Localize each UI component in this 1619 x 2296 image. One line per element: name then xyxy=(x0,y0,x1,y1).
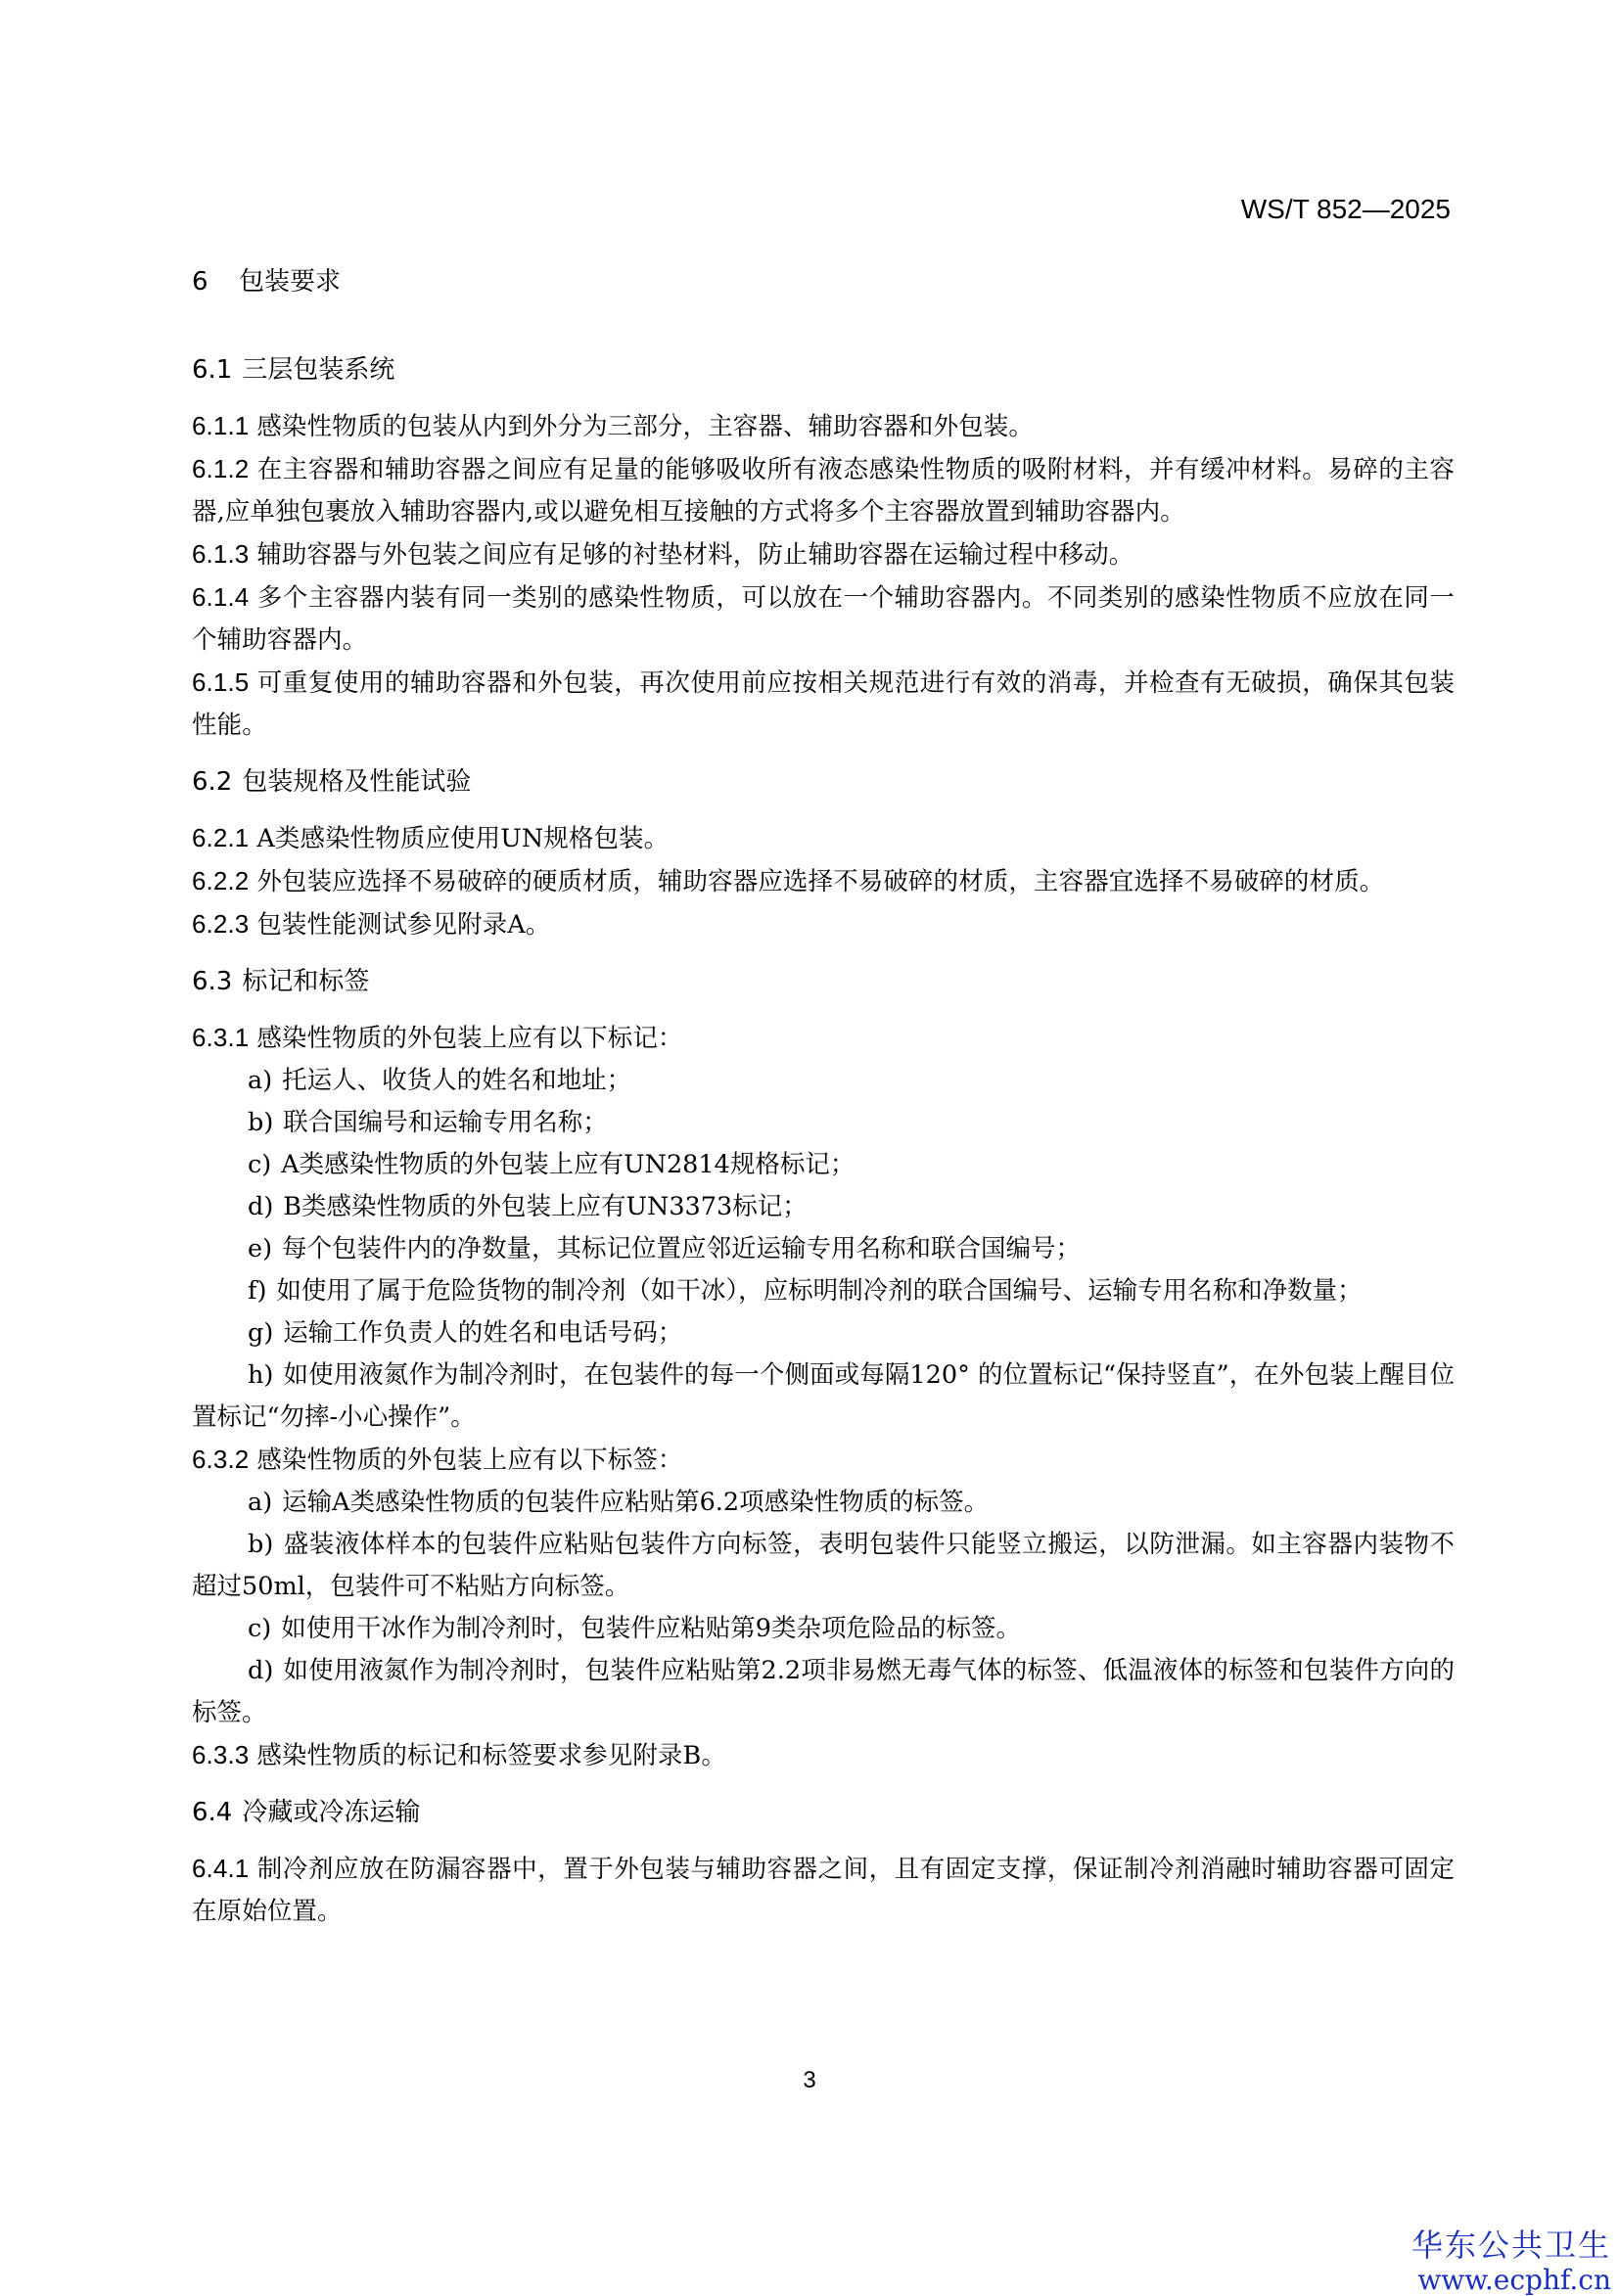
clause-6-1-4 xyxy=(192,576,1455,662)
list-marker: g) xyxy=(248,1318,274,1348)
list-item-text: 如使用液氮作为制冷剂时，包装件应粘贴第2.2项非易燃无毒气体的标签、低温液体的标签和包装件方向的标签。 xyxy=(192,1656,1455,1727)
section-title: 标记和标签 xyxy=(242,967,370,996)
clause-number: 6.2.3 xyxy=(192,909,250,939)
list-marker: a) xyxy=(248,1488,273,1517)
clause-text: 在主容器和辅助容器之间应有足量的能够吸收所有液态感染性物质的吸附材料，并有缓冲材料。易碎的主容器,应单独包裹放入辅助容器内,或以避免相互接触的方式将多个主容器放置到辅助容器内。 xyxy=(192,455,1455,527)
clause-number: 6.1.2 xyxy=(192,454,250,483)
clause-6-3-2 xyxy=(192,1439,1455,1482)
clause-number: 6.1.1 xyxy=(192,411,250,440)
clause-text: 感染性物质的标记和标签要求参见附录B。 xyxy=(256,1741,726,1770)
clause-number: 6.1.5 xyxy=(192,667,250,697)
chapter-title: 包装要求 xyxy=(239,267,342,297)
list-item-text: A类感染性物质的外包装上应有UN2814规格标记； xyxy=(281,1150,856,1179)
clause-text: 制冷剂应放在防漏容器中，置于外包装与辅助容器之间，且有固定支撑，保证制冷剂消融时辅助容器可固定在原始位置。 xyxy=(192,1855,1455,1926)
clause-text: 感染性物质的外包装上应有以下标记： xyxy=(256,1024,683,1053)
section-number: 6.3 xyxy=(192,967,233,996)
list-marker: b) xyxy=(248,1108,274,1137)
clause-number: 6.3.2 xyxy=(192,1445,250,1474)
section-body-6-1 xyxy=(192,405,1455,747)
clause-6-3-3 xyxy=(192,1734,1455,1777)
section-body-6-2 xyxy=(192,817,1455,946)
list-item-text: B类感染性物质的外包装上应有UN3373标记； xyxy=(283,1192,808,1221)
section-heading-6-2 xyxy=(192,762,1455,802)
list-item-text: 盛装液体样本的包装件应粘贴包装件方向标签，表明包装件只能竖立搬运，以防泄漏。如主容器内装物不超过50ml，包装件可不粘贴方向标签。 xyxy=(192,1530,1455,1601)
list-item-text: 托运人、收货人的姓名和地址； xyxy=(282,1066,632,1095)
list-item xyxy=(192,1312,1455,1355)
list-item-text: 如使用液氮作为制冷剂时，在包装件的每一个侧面或每隔120° 的位置标记“保持竖直”，在外包装上醒目位置标记“勿摔-小心操作”。 xyxy=(192,1360,1455,1432)
section-number: 6.2 xyxy=(192,767,233,797)
list-item-text: 如使用干冰作为制冷剂时，包装件应粘贴第9类杂项危险品的标签。 xyxy=(281,1614,1021,1643)
clause-number: 6.2.1 xyxy=(192,823,250,852)
chapter-number: 6 xyxy=(192,267,208,297)
clause-6-1-2 xyxy=(192,448,1455,533)
clause-6-4-1 xyxy=(192,1848,1455,1933)
document-number: WS/T 852—2025 xyxy=(1240,194,1451,224)
page-number: 3 xyxy=(803,2067,816,2093)
list-item-text: 运输A类感染性物质的包装件应粘贴第6.2项感染性物质的标签。 xyxy=(282,1488,990,1517)
clause-text: 感染性物质的包装从内到外分为三部分，主容器、辅助容器和外包装。 xyxy=(256,412,1034,441)
clause-6-1-3 xyxy=(192,533,1455,576)
clause-number: 6.1.3 xyxy=(192,539,250,569)
chapter-heading xyxy=(192,262,1455,301)
list-item xyxy=(192,1650,1455,1734)
list-marker: e) xyxy=(248,1234,273,1263)
list-item-text: 每个包装件内的净数量，其标记位置应邻近运输专用名称和联合国编号； xyxy=(282,1234,1082,1263)
clause-number: 6.3.1 xyxy=(192,1023,250,1052)
list-item xyxy=(192,1144,1455,1186)
section-title: 三层包装系统 xyxy=(242,355,395,385)
clause-6-3-1 xyxy=(192,1017,1455,1060)
clause-6-2-1 xyxy=(192,817,1455,860)
list-item-text: 运输工作负责人的姓名和电话号码； xyxy=(283,1318,683,1348)
list-item xyxy=(192,1608,1455,1650)
clause-text: 可重复使用的辅助容器和外包装，再次使用前应按相关规范进行有效的消毒，并检查有无破损，确保其包装性能。 xyxy=(192,668,1455,740)
section-body-6-3 xyxy=(192,1017,1455,1777)
section-heading-6-1 xyxy=(192,350,1455,390)
document-body xyxy=(192,262,1455,1949)
list-marker: d) xyxy=(248,1656,274,1685)
section-title: 包装规格及性能试验 xyxy=(242,767,472,797)
list-item xyxy=(192,1060,1455,1102)
section-title: 冷藏或冷冻运输 xyxy=(242,1798,421,1827)
clause-text: 包装性能测试参见附录A。 xyxy=(256,910,551,940)
clause-6-1-5 xyxy=(192,662,1455,747)
watermark-url: www.ecphf.cn xyxy=(1417,2264,1611,2296)
clause-text: 辅助容器与外包装之间应有足够的衬垫材料，防止辅助容器在运输过程中移动。 xyxy=(256,540,1134,570)
section-body-6-4 xyxy=(192,1848,1455,1933)
list-item xyxy=(192,1102,1455,1144)
clause-6-1-1 xyxy=(192,405,1455,448)
clause-number: 6.3.3 xyxy=(192,1740,250,1769)
section-number: 6.1 xyxy=(192,355,233,385)
list-item xyxy=(192,1482,1455,1524)
list-item-text: 联合国编号和运输专用名称； xyxy=(283,1108,608,1137)
list-marker: d) xyxy=(248,1192,274,1221)
list-item xyxy=(192,1228,1455,1270)
list-item xyxy=(192,1355,1455,1439)
list-item xyxy=(192,1270,1455,1312)
section-number: 6.4 xyxy=(192,1798,233,1827)
clause-6-2-3 xyxy=(192,903,1455,946)
list-item xyxy=(192,1524,1455,1608)
watermark-name: 华东公共卫生 xyxy=(1411,2227,1611,2264)
list-marker: c) xyxy=(248,1614,272,1643)
clause-6-2-2 xyxy=(192,860,1455,903)
clause-text: 感染性物质的外包装上应有以下标签： xyxy=(256,1446,683,1475)
list-item-text: 如使用了属于危险货物的制冷剂（如干冰），应标明制冷剂的联合国编号、运输专用名称和净数量； xyxy=(276,1276,1363,1306)
list-marker: h) xyxy=(248,1360,274,1390)
clause-text: 多个主容器内装有同一类别的感染性物质，可以放在一个辅助容器内。不同类别的感染性物质不应放在同一个辅助容器内。 xyxy=(192,583,1455,655)
clause-number: 6.2.2 xyxy=(192,866,250,895)
clause-text: A类感染性物质应使用UN规格包装。 xyxy=(256,824,670,853)
watermark xyxy=(1411,2226,1611,2296)
list-marker: a) xyxy=(248,1066,273,1095)
section-heading-6-4 xyxy=(192,1793,1455,1832)
section-heading-6-3 xyxy=(192,962,1455,1001)
clause-number: 6.1.4 xyxy=(192,582,250,612)
list-marker: b) xyxy=(248,1530,274,1559)
clause-number: 6.4.1 xyxy=(192,1854,250,1883)
list-marker: c) xyxy=(248,1150,272,1179)
clause-text: 外包装应选择不易破碎的硬质材质，辅助容器应选择不易破碎的材质，主容器宜选择不易破碎的材质。 xyxy=(256,867,1385,896)
list-item xyxy=(192,1186,1455,1228)
list-marker: f) xyxy=(248,1276,267,1306)
